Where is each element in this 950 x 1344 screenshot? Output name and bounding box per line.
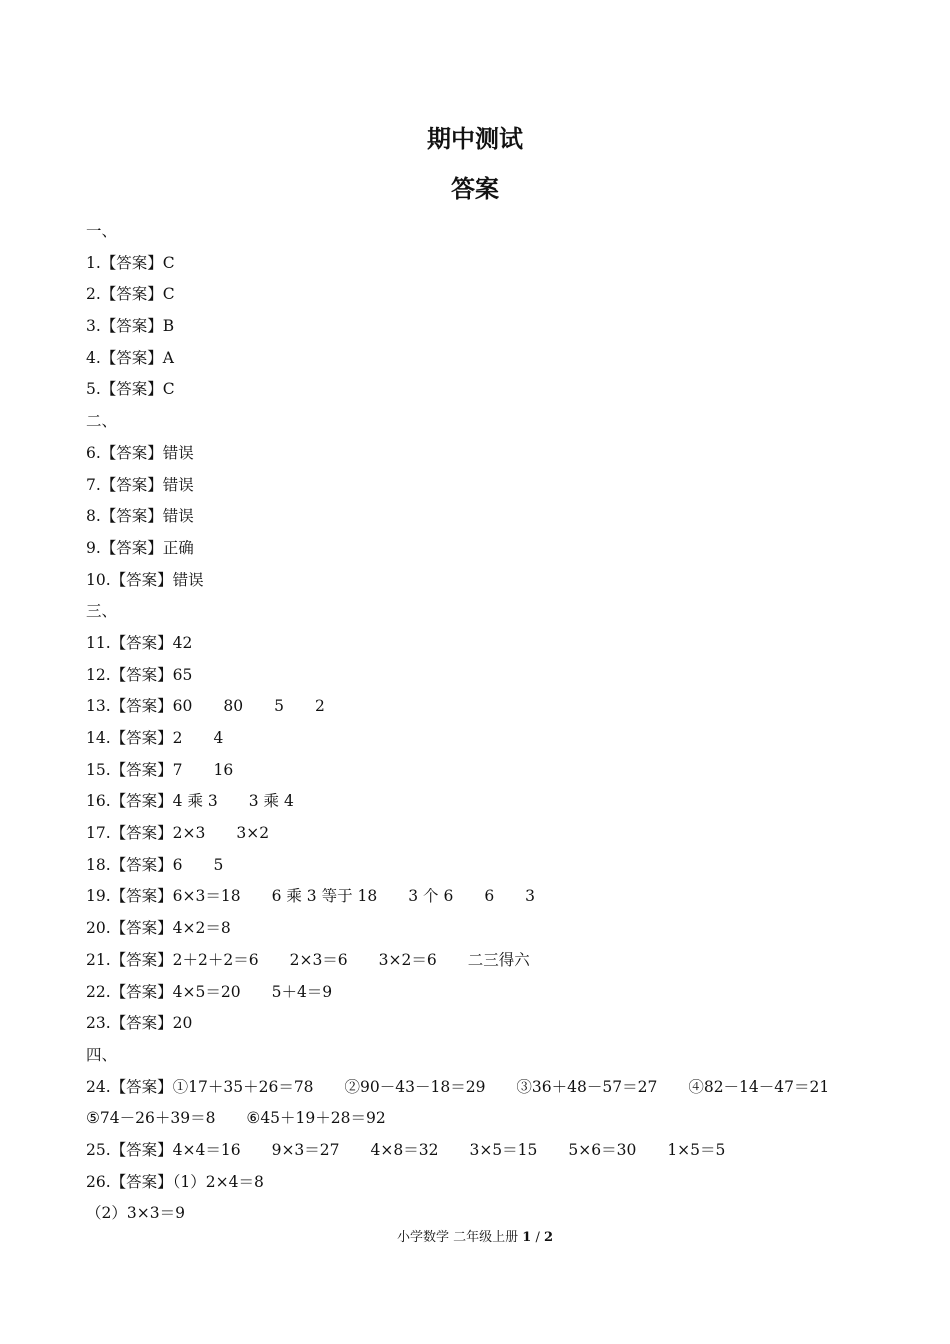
answer-line: 24.【答案】①17＋35＋26＝78 ②90－43－18＝29 ③36＋48－57＝27 ④82－14－47＝21	[86, 1077, 830, 1096]
answer-line: 26.【答案】（1）2×4＝8	[86, 1172, 264, 1191]
answer-line: 18.【答案】6 5	[86, 855, 224, 874]
answer-line: （2）3×3＝9	[86, 1204, 185, 1223]
answer-line: 20.【答案】4×2＝8	[86, 919, 231, 938]
answer-line: ⑤74－26＋39＝8 ⑥45＋19＋28＝92	[86, 1109, 386, 1128]
section-heading: 四、	[86, 1045, 118, 1064]
answer-line: 5.【答案】C	[86, 380, 175, 399]
answer-line: 23.【答案】20	[86, 1014, 193, 1033]
answer-line: 1.【答案】C	[86, 253, 175, 272]
answer-line: 8.【答案】错误	[86, 507, 194, 526]
footer-separator: /	[535, 1230, 540, 1245]
answer-line: 21.【答案】2＋2＋2＝6 2×3＝6 3×2＝6 二三得六	[86, 950, 530, 969]
section-heading: 一、	[86, 222, 118, 240]
answer-line: 19.【答案】6×3＝18 6 乘 3 等于 18 3 个 6 6 3	[86, 887, 536, 906]
answer-line: 13.【答案】60 80 5 2	[86, 697, 325, 716]
footer-page-number: 1	[522, 1230, 532, 1245]
answer-line: 6.【答案】错误	[86, 443, 194, 462]
answer-line: 2.【答案】C	[86, 285, 175, 304]
page-title: 期中测试	[427, 125, 523, 153]
answer-line: 3.【答案】B	[86, 317, 175, 336]
answer-line: 4.【答案】A	[86, 348, 174, 367]
footer-subject: 小学数学 二年级上册	[396, 1230, 519, 1245]
answer-line: 10.【答案】错误	[86, 570, 204, 589]
answer-line: 15.【答案】7 16	[86, 760, 234, 779]
footer-page-total: 2	[543, 1230, 554, 1245]
answer-line: 12.【答案】65	[86, 665, 193, 684]
answer-line: 17.【答案】2×3 3×2	[86, 824, 270, 843]
section-heading: 三、	[86, 602, 118, 621]
answer-list	[86, 216, 866, 1230]
answer-line: 16.【答案】4 乘 3 3 乘 4	[86, 792, 294, 811]
answer-line: 14.【答案】2 4	[86, 729, 224, 747]
page-subtitle: 答案	[451, 175, 499, 203]
answer-line: 7.【答案】错误	[86, 475, 194, 494]
answer-line: 22.【答案】4×5＝20 5＋4＝9	[86, 982, 333, 1001]
answer-line: 11.【答案】42	[86, 633, 193, 652]
page-footer	[0, 1228, 950, 1248]
answer-line: 25.【答案】4×4＝16 9×3＝27 4×8＝32 3×5＝15 5×6＝30 1×5＝5	[86, 1140, 726, 1159]
answer-line: 9.【答案】正确	[86, 538, 194, 557]
section-heading: 二、	[86, 412, 118, 431]
